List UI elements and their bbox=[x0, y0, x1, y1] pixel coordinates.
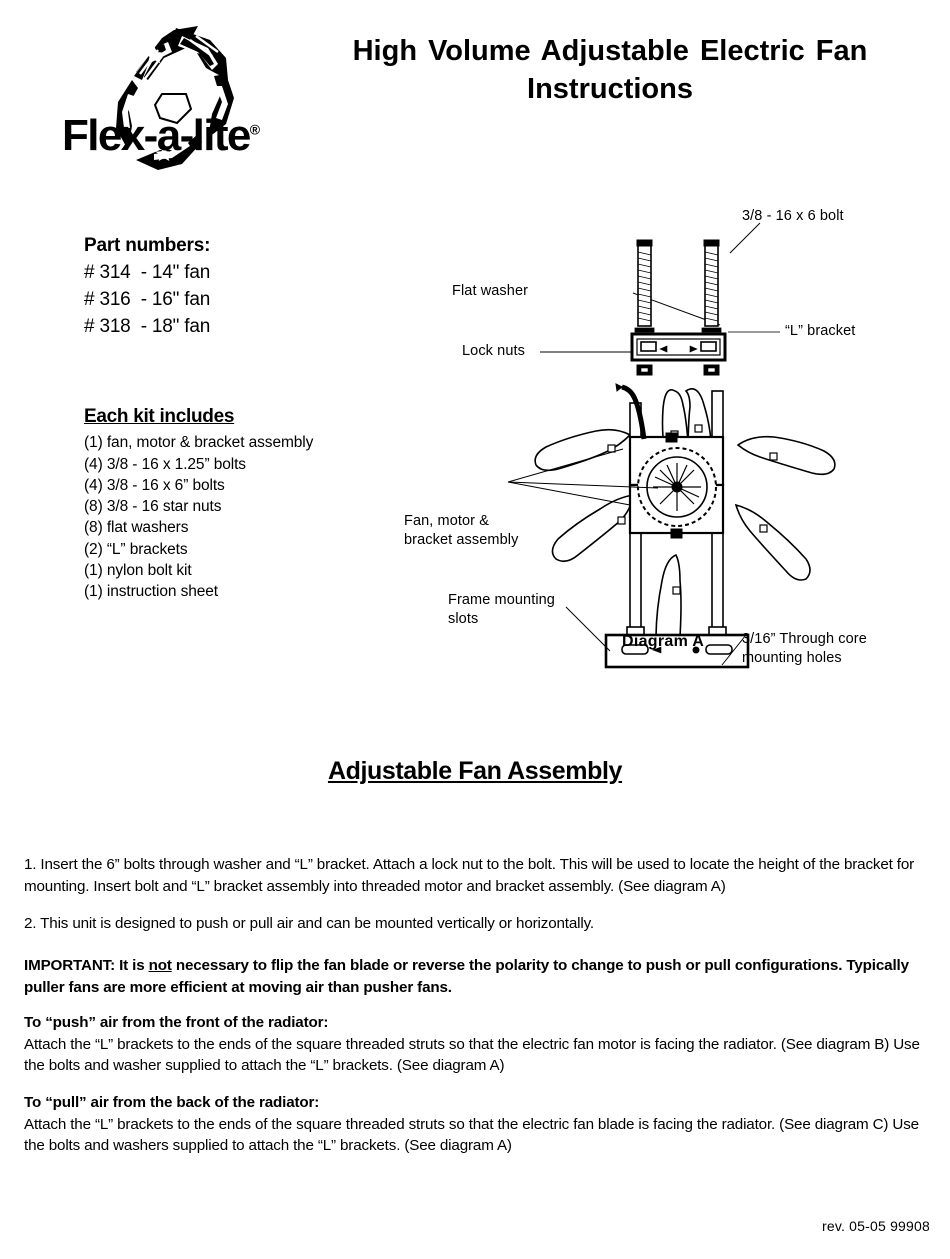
label-frame-mounting-slots bbox=[448, 591, 555, 628]
kit-item: (4) 3/8 - 16 x 6” bolts bbox=[84, 476, 225, 494]
part-numbers-section bbox=[84, 233, 384, 341]
brand-wordmark bbox=[62, 111, 317, 160]
assembly-step-2: 2. This unit is designed to push or pull air and can be mounted vertically or horizontally. bbox=[24, 915, 594, 932]
push-configuration-body: Attach the “L” brackets to the ends of the square threaded struts so that the electric fan motor is facing the radiator. (See diagram B) Use the bolts and washer supplied to attach the “L” brackets. (See diagram A) bbox=[24, 1035, 920, 1075]
brand-name: Flex-a-lite bbox=[62, 111, 250, 160]
kit-contents-section bbox=[84, 404, 414, 603]
kit-item: (8) 3/8 - 16 star nuts bbox=[84, 498, 222, 516]
important-note-post: necessary to flip the fan blade or reverse the polarity to change to push or pull configurations. Typically puller fans are more efficient at moving air than pusher fans. bbox=[24, 957, 909, 996]
page-title bbox=[290, 32, 930, 109]
pull-configuration-body: Attach the “L” brackets to the ends of the square threaded struts so that the electric fan blade is facing the radiator. (See diagram C) Use the bolts and washers supplied to attach the “L” brackets. (See diagram A) bbox=[24, 1115, 919, 1155]
lock-nut-left bbox=[637, 365, 652, 375]
push-configuration-block bbox=[24, 1012, 930, 1077]
label-frame-slots-line1: Frame mounting bbox=[448, 592, 555, 608]
kit-item: (8) flat washers bbox=[84, 519, 189, 537]
part-number-item: # 318 - 18" fan bbox=[84, 315, 211, 337]
label-assembly-line2: bracket assembly bbox=[404, 531, 519, 548]
label-core-holes-line2: mounting holes bbox=[742, 649, 842, 666]
document-header bbox=[0, 0, 950, 185]
diagram-caption: Diagram A bbox=[622, 633, 705, 650]
lock-nut-right bbox=[704, 365, 719, 375]
assembly-section-heading bbox=[0, 757, 950, 786]
pull-configuration-heading: To “pull” air from the back of the radiator: bbox=[24, 1094, 320, 1111]
push-configuration-heading: To “push” air from the front of the radiator: bbox=[24, 1014, 329, 1031]
pull-configuration-block bbox=[24, 1092, 930, 1157]
registered-mark: ® bbox=[249, 121, 261, 138]
kit-item: (2) “L” brackets bbox=[84, 540, 188, 558]
kit-item: (1) fan, motor & bracket assembly bbox=[84, 434, 314, 452]
flat-washer-right bbox=[702, 328, 721, 332]
label-l-bracket: “L” bracket bbox=[785, 323, 856, 339]
label-core-holes-line1: 3/16” Through core bbox=[742, 631, 867, 647]
label-lock-nuts: Lock nuts bbox=[462, 343, 525, 359]
label-through-core-mounting-holes bbox=[742, 630, 867, 667]
important-note-pre: IMPORTANT: It is bbox=[24, 957, 149, 974]
diagram-a-figure bbox=[390, 195, 950, 675]
kit-item: (4) 3/8 - 16 x 1.25” bolts bbox=[84, 455, 246, 473]
part-number-item: # 314 - 14" fan bbox=[84, 261, 211, 283]
assembly-step-1: 1. Insert the 6” bolts through washer and “L” bracket. Attach a lock nut to the bolt. This will be used to locate the height of the bracket for mounting. Insert bolt and “L” bracket assembly into threaded motor and bracket assembly. (See diagram A) bbox=[24, 856, 915, 895]
kit-item: (1) nylon bolt kit bbox=[84, 562, 192, 580]
important-note-emphasis: not bbox=[148, 957, 172, 974]
page-title-line2: Instructions bbox=[527, 73, 693, 106]
brand-logo bbox=[62, 18, 317, 178]
label-bolt: 3/8 - 16 x 6 bolt bbox=[742, 208, 844, 224]
label-flat-washer: Flat washer bbox=[452, 283, 529, 299]
label-assembly-line1: Fan, motor & bbox=[404, 513, 490, 529]
motor-hub bbox=[638, 448, 716, 526]
part-numbers-heading: Part numbers: bbox=[84, 235, 211, 256]
footer-revision: rev. 05-05 99908 bbox=[821, 1218, 930, 1234]
label-frame-slots-line2: slots bbox=[448, 610, 479, 627]
bolt-left bbox=[637, 240, 652, 326]
label-fan-motor-bracket-assembly bbox=[404, 512, 518, 549]
important-note bbox=[24, 955, 930, 998]
flat-washer-left bbox=[635, 328, 654, 332]
l-bracket-bar bbox=[632, 334, 725, 360]
part-number-item: # 316 - 16" fan bbox=[84, 288, 211, 310]
page-title-line1: High Volume Adjustable Electric Fan bbox=[352, 35, 868, 67]
assembly-section-heading-text: Adjustable Fan Assembly bbox=[327, 757, 623, 785]
kit-contents-heading: Each kit includes bbox=[84, 406, 235, 427]
bolt-right bbox=[704, 240, 719, 326]
kit-item: (1) instruction sheet bbox=[84, 583, 219, 601]
